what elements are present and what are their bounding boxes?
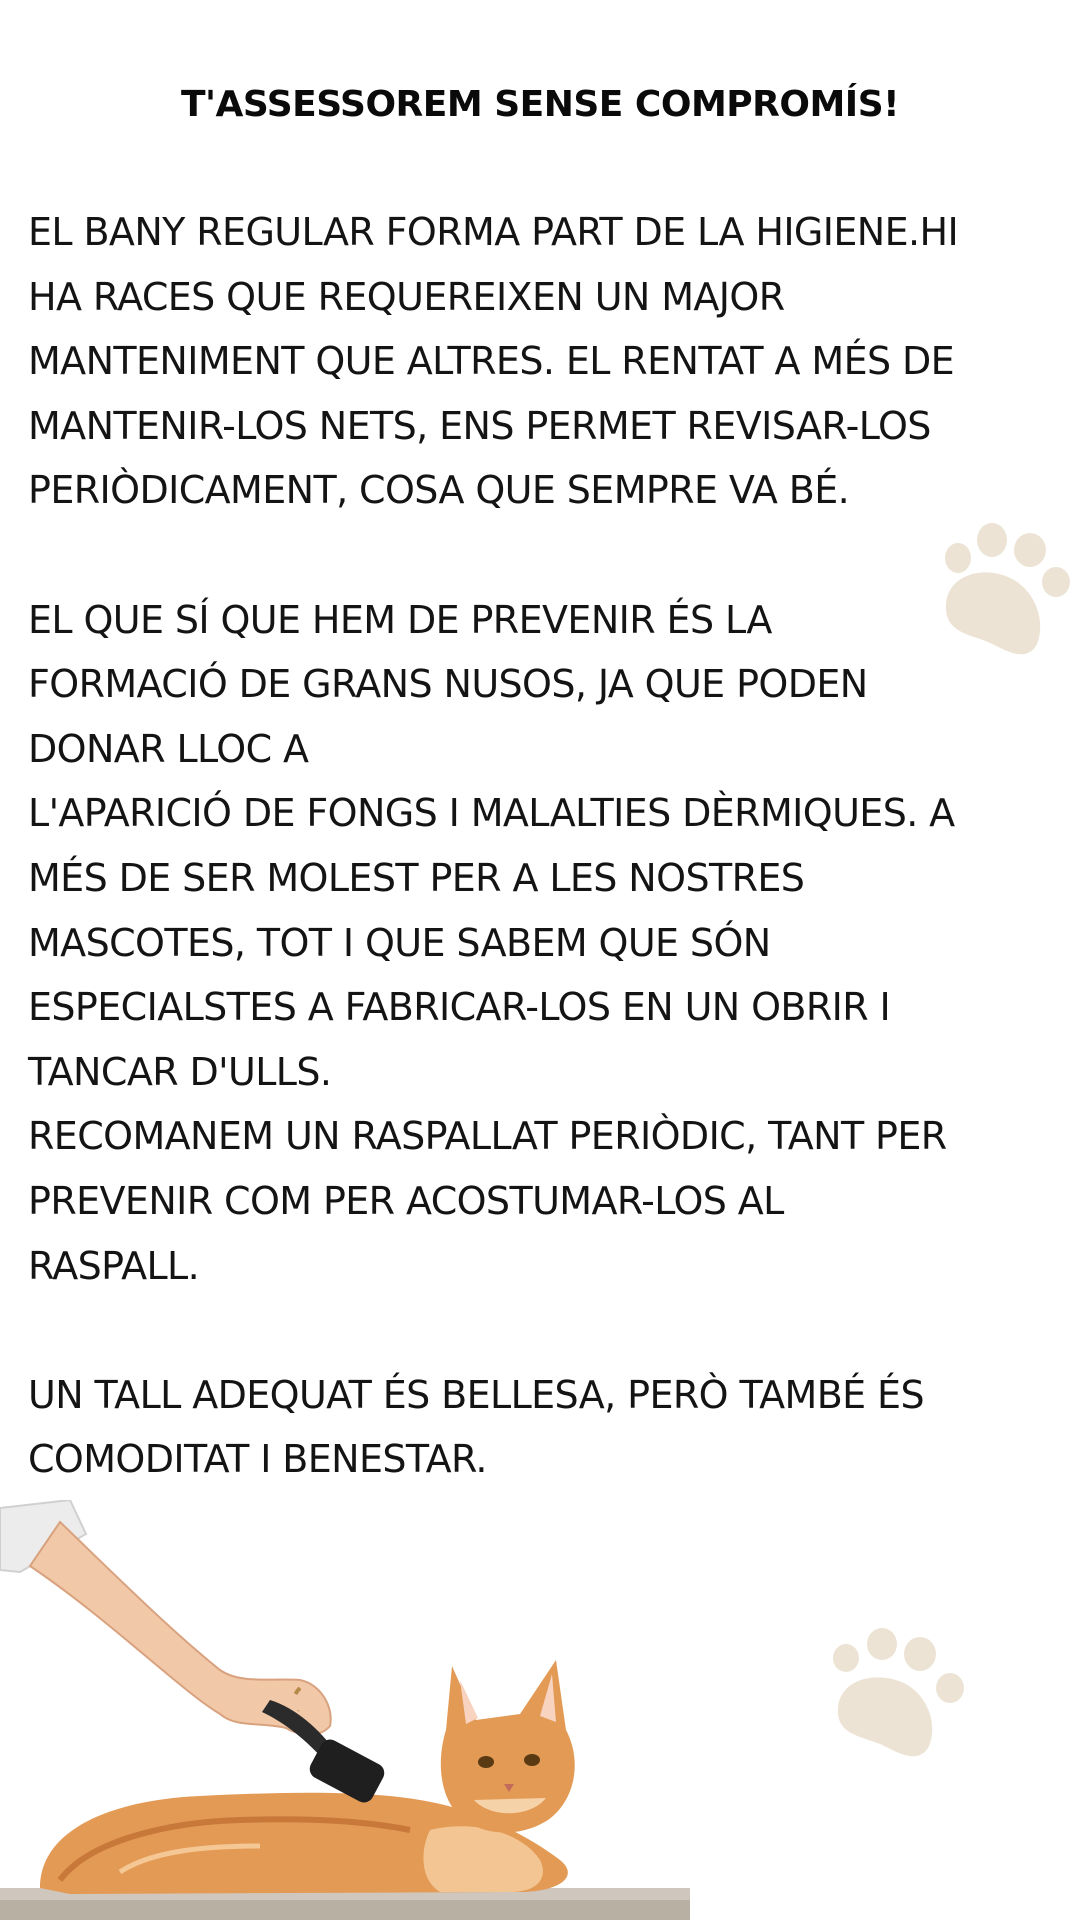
page-title: T'ASSESSOREM SENSE COMPROMÍS! [180,84,900,125]
text-line: MANTENIMENT QUE ALTRES. EL RENTAT A MÉS DE [28,339,955,384]
paw-print-icon [938,522,1074,658]
article-body [28,200,1058,1556]
paragraph-bath [28,200,1058,523]
paragraph-knots [28,588,1058,1299]
text-line: MASCOTES, TOT I QUE SABEM QUE SÓN [28,920,771,965]
text-line: PREVENIR COM PER ACOSTUMAR-LOS AL [28,1178,784,1223]
text-line: PERIÒDICAMENT, COSA QUE SEMPRE VA BÉ. [28,468,850,513]
text-line: EL QUE SÍ QUE HEM DE PREVENIR ÉS LA [28,597,772,642]
paw-print-icon [828,1628,968,1762]
text-line: COMODITAT I BENESTAR. [28,1437,487,1482]
text-line: DONAR LLOC A [28,726,309,771]
text-line: FORMACIÓ DE GRANS NUSOS, JA QUE PODEN [28,662,868,707]
text-line: TANCAR D'ULLS. [28,1049,332,1094]
text-line: MÉS DE SER MOLEST PER A LES NOSTRES [28,855,805,900]
text-line: HA RACES QUE REQUEREIXEN UN MAJOR [28,274,785,319]
text-line: RASPALL. [28,1243,200,1288]
text-line: MANTENIR-LOS NETS, ENS PERMET REVISAR-LOS [28,403,931,448]
text-line: ESPECIALSTES A FABRICAR-LOS EN UN OBRIR I [28,985,891,1030]
cat-grooming-illustration [0,1500,700,1920]
text-line: UN TALL ADEQUAT ÉS BELLESA, PERÒ TAMBÉ ÉS [28,1372,924,1417]
text-line: L'APARICIÓ DE FONGS I MALALTIES DÈRMIQUES. A [28,791,955,836]
text-line: EL BANY REGULAR FORMA PART DE LA HIGIENE.HI [28,210,959,254]
paragraph-haircut [28,1363,1058,1492]
text-line: RECOMANEM UN RASPALLAT PERIÒDIC, TANT PER [28,1114,947,1159]
